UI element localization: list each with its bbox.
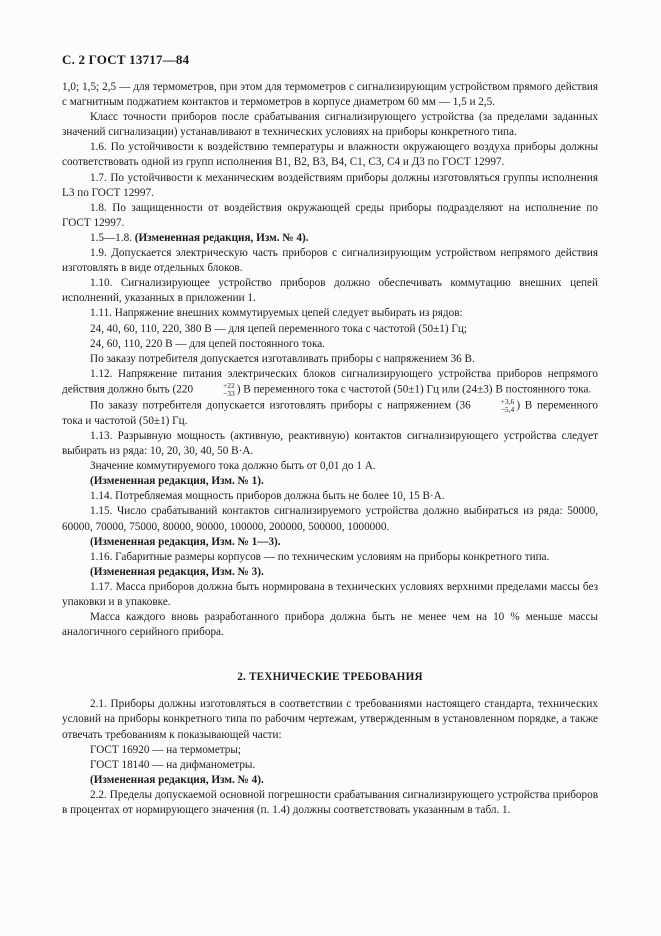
amendment-note-1: (Измененная редакция, Изм. № 1). [90, 475, 264, 488]
tolerance-lower-36: −5,4 [500, 404, 515, 414]
paragraph-36v-supply [62, 398, 598, 429]
paragraph-1-17: 1.17. Масса приборов должна быть нормирована в технических условиях верхними пределами массы без упаковки и в упаковке. [62, 580, 598, 608]
tolerance-upper: +22 [223, 380, 235, 390]
amendment-label: (Измененная редакция, Изм. № 4). [134, 231, 309, 244]
page-header: С. 2 ГОСТ 13717—84 [62, 52, 190, 67]
document-body [62, 80, 598, 818]
amendment-note-4: (Измененная редакция, Изм. № 4). [90, 773, 264, 786]
paragraph-gost-18140: ГОСТ 18140 — на дифманометры. [90, 758, 256, 771]
tolerance-lower: −33 [223, 388, 235, 398]
supply-36v-text-end: ) В переменного тока и частотой (50±1) Гц. [62, 399, 599, 427]
paragraph-1-8: 1.8. По защищенности от воздействия окружающей среды приборы подразделяют на исполнение по ГОСТ 12997. [62, 201, 598, 229]
paragraph-1-16: 1.16. Габаритные размеры корпусов — по техническим условиям на приборы конкретного типа. [90, 550, 550, 563]
paragraph-1-11: 1.11. Напряжение внешних коммутируемых цепей следует выбирать из рядов: [90, 307, 463, 320]
section-title: 2. ТЕХНИЧЕСКИЕ ТРЕБОВАНИЯ [237, 671, 423, 684]
supply-voltage-text-end: ) В переменного тока с частотой (50±1) Гц или (24±3) В постоянного тока. [236, 383, 592, 396]
paragraph-1-14: 1.14. Потребляемая мощность приборов должна быть не более 10, 15 В·А. [90, 490, 445, 503]
paragraph-switched-current: Значение коммутируемого тока должно быть от 0,01 до 1 А. [90, 460, 376, 473]
paragraph-2-1: 2.1. Приборы должны изготовляться в соответствии с требованиями настоящего стандарта, технических условий на приборы конкретного типа по рабочим чертежам, утвержденным в установленном порядке, а также отвечать требованиям к показывающей части: [62, 698, 598, 741]
paragraph-1-9: 1.9. Допускается электрическую часть приборов с сигнализирующим устройством непрямого действия изготовлять в виде отдельных блоков. [62, 247, 598, 275]
paragraph-2-2: 2.2. Пределы допускаемой основной погрешности срабатывания сигнализирующего устройства приборов в процентах от нормирующего значения (п. 1.4) должны соответствовать указанным в табл. 1. [62, 788, 598, 817]
amendment-range: 1.5—1.8. [90, 231, 132, 244]
tolerance-upper-36: +3,6 [500, 396, 515, 406]
paragraph-accuracy-after-trigger: Класс точности приборов после срабатывания сигнализирующего устройства (за пределами заданных значений сигнализации) устанавливают в технических условиях на приборы конкретного типа. [62, 111, 598, 139]
paragraph-1-10: 1.10. Сигнализирующее устройство приборов должно обеспечивать коммутацию внешних цепей исполнений, указанных в приложении 1. [62, 277, 598, 305]
paragraph-mass-new: Масса каждого вновь разработанного прибора должна быть не менее чем на 10 % меньше массы аналогичного серийного прибора. [62, 611, 598, 639]
amendment-note-3: (Измененная редакция, Изм. № 3). [90, 565, 264, 578]
voltage-tolerance-36 [473, 398, 515, 414]
paragraph-1-6: 1.6. По устойчивости к воздействию температуры и влажности окружающего воздуха приборы должны соответствовать одной из групп исполнения В1, В2, В3, В4, С1, С3, С4 и Д3 по ГОСТ 12997. [62, 141, 598, 169]
paragraph-dc-voltages: 24, 60, 110, 220 В — для цепей постоянного тока. [90, 337, 325, 350]
supply-voltage-text: 1.12. Напряжение питания электрических блоков сигнализирующего устройства приборов непрямого действия должно быть (220 [62, 367, 598, 396]
paragraph-ac-voltages: 24, 40, 60, 110, 220, 380 В — для цепей переменного тока с частотой (50±1) Гц; [90, 322, 467, 335]
amendment-note-1-5-1-8 [62, 231, 598, 246]
paragraph-1-13: 1.13. Разрывную мощность (активную, реактивную) контактов сигнализирующего устройства следует выбирать из ряда: 10, 20, 30, 40, 50 В·А. [62, 429, 598, 458]
paragraph-36v-option: По заказу потребителя допускается изготавливать приборы с напряжением 36 В. [90, 352, 475, 365]
paragraph-1-7: 1.7. По устойчивости к механическим воздействиям приборы должны изготовляться группы исполнения L3 по ГОСТ 12997. [62, 171, 598, 199]
paragraph-1-12 [62, 367, 598, 398]
paragraph-1-15: 1.15. Число срабатываний контактов сигнализируемого устройства должно выбираться из ряда: 50000, 60000, 70000, 75000, 80000, 90000, 100000, 200000, 500000, 1000000. [62, 505, 598, 533]
supply-36v-text: По заказу потребителя допускается изготовлять приборы с напряжением (36 [90, 399, 471, 412]
voltage-tolerance [195, 382, 235, 398]
amendment-note-1-3: (Измененная редакция, Изм. № 1—3). [90, 535, 281, 548]
paragraph-gost-16920: ГОСТ 16920 — на термометры; [90, 743, 242, 756]
paragraph-accuracy-classes: 1,0; 1,5; 2,5 — для термометров, при этом для термометров с сигнализирующим устройством прямого действия с магнитным поджатием контактов и термометров в корпусе диаметром 60 мм — 1,5 и 2,5. [62, 81, 598, 109]
